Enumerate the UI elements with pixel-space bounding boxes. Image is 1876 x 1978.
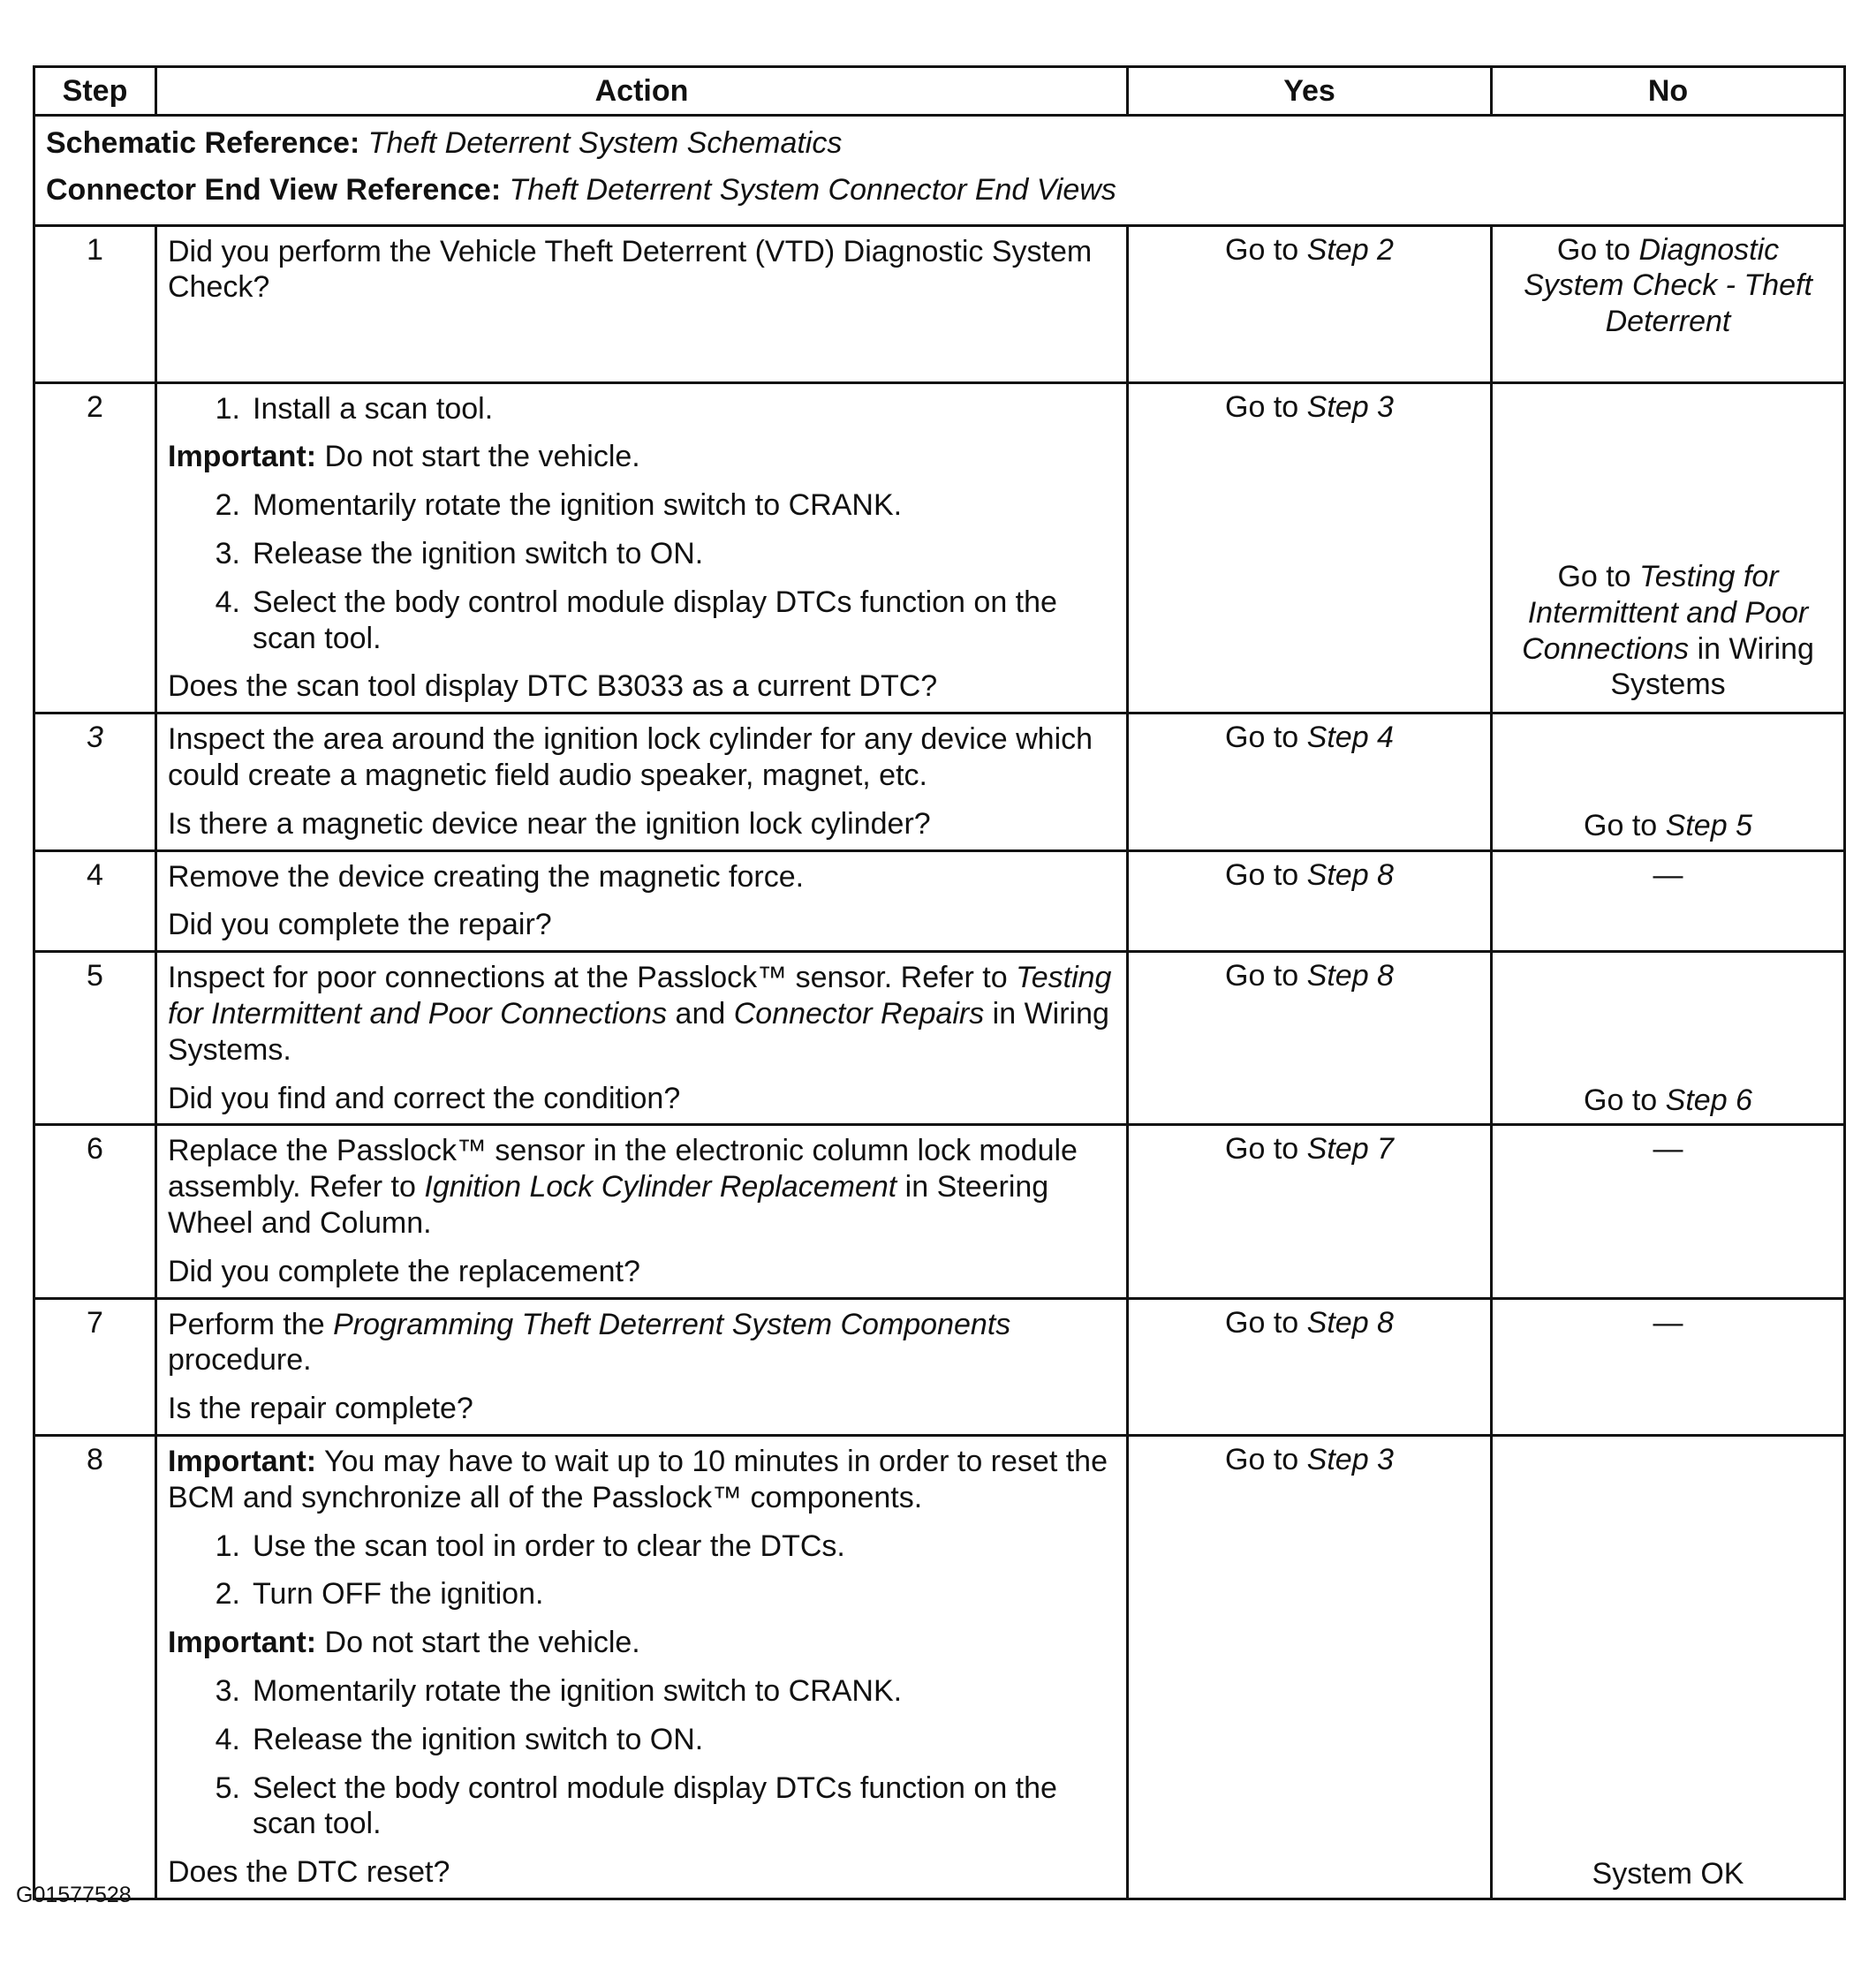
header-step: Step [34,67,156,116]
no-step-link[interactable]: Step 5 [1665,808,1752,842]
action-question: Is there a magnetic device near the ignition lock cylinder? [168,806,931,841]
figure-id: G01577528 [16,1883,132,1907]
yes-step-link[interactable]: Step 8 [1306,959,1394,993]
table-row [34,1435,1845,1899]
list-text: Release the ignition switch to ON. [253,1722,704,1756]
go-to-text: Go to [1225,959,1299,993]
no-step-link[interactable]: Diagnostic System Check - Theft Deterrent [1524,232,1812,339]
no-cell: — [1492,1298,1845,1435]
action-cell [156,850,1128,952]
schematic-reference [46,125,1833,162]
action-question: Does the DTC reset? [168,1855,450,1890]
action-cell [156,1125,1128,1298]
list-text: Turn OFF the ignition. [253,1577,544,1612]
table-row [34,1298,1845,1435]
no-step-link[interactable]: Step 6 [1665,1083,1752,1117]
list-item [168,487,1116,524]
go-to-text: Go to [1584,808,1658,842]
go-to-text: Go to [1225,721,1299,755]
action-question: Did you find and correct the condition? [168,1081,681,1115]
action-text-part: Inspect for poor connections at the Passlock™ sensor. Refer to [168,961,1008,995]
action-text: Remove the device creating the magnetic force. [168,859,805,894]
action-cell [156,382,1128,713]
table-row [34,1125,1845,1298]
list-number: 5. [215,1770,240,1805]
schematic-reference-label: Schematic Reference: [46,126,360,160]
no-step-link[interactable]: Testing for Intermittent and Poor Connections [1522,559,1809,666]
list-number: 1. [215,391,240,426]
list-number: 4. [215,585,240,619]
yes-cell [1128,382,1492,713]
table-row [34,952,1845,1125]
connector-reference [46,172,1833,208]
action-text-part: Perform the [168,1307,325,1341]
yes-cell [1128,1435,1492,1899]
go-to-text: Go to [1556,232,1630,267]
table-header-row [34,67,1845,116]
go-to-text: Go to [1225,232,1299,267]
list-item [168,1529,1116,1565]
yes-step-link[interactable]: Step 2 [1306,232,1394,267]
no-cell: System OK [1492,1435,1845,1899]
list-number: 1. [215,1529,240,1563]
action-cell [156,1298,1128,1435]
important-note [168,1444,1116,1516]
step-number: 7 [34,1298,156,1435]
important-note [168,1625,1116,1661]
yes-step-link[interactable]: Step 3 [1306,1442,1394,1476]
go-to-text: Go to [1557,559,1631,593]
action-text [168,1307,1116,1379]
yes-cell [1128,952,1492,1125]
list-number: 4. [215,1722,240,1756]
list-text: Install a scan tool. [253,391,494,426]
yes-step-link[interactable]: Step 8 [1306,857,1394,892]
action-text-part: in Steering Wheel and Column. [168,1170,1049,1240]
list-text: Momentarily rotate the ignition switch to CRANK. [253,1673,903,1708]
go-to-text: Go to [1225,857,1299,892]
no-cell: — [1492,850,1845,952]
yes-step-link[interactable]: Step 4 [1306,721,1394,755]
list-item [168,1673,1116,1710]
action-text [168,1133,1116,1241]
step-number-text: 3 [87,721,103,755]
action-question: Did you complete the repair? [168,908,552,942]
list-number: 3. [215,536,240,570]
header-action: Action [156,67,1128,116]
list-item [168,391,1116,427]
list-text: Momentarily rotate the ignition switch to CRANK. [253,488,903,523]
connector-reference-label: Connector End View Reference: [46,172,502,207]
table-row [34,713,1845,850]
diagnostic-table [33,65,1846,1900]
list-text: Use the scan tool in order to clear the DTCs. [253,1529,845,1563]
action-cell [156,1435,1128,1899]
reference-link[interactable]: Connector Repairs [733,996,985,1031]
action-text-part: and [675,996,726,1031]
action-question: Is the repair complete? [168,1392,473,1426]
no-cell: — [1492,1125,1845,1298]
list-text: Release the ignition switch to ON. [253,536,704,570]
action-text-part: procedure. [168,1343,312,1378]
reference-row [34,116,1845,226]
reference-link[interactable]: Testing for Intermittent and Poor Connections [168,961,1112,1031]
yes-cell [1128,1298,1492,1435]
action-question: Does the scan tool display DTC B3033 as a current DTC? [168,669,938,704]
go-to-text: Go to [1225,1305,1299,1340]
list-item [168,1722,1116,1758]
list-item [168,536,1116,572]
list-number: 2. [215,1577,240,1612]
action-text [168,960,1116,1068]
reference-cell [34,116,1845,226]
schematic-reference-link[interactable]: Theft Deterrent System Schematics [367,126,843,160]
yes-step-link[interactable]: Step 8 [1306,1305,1394,1340]
important-label: Important: [168,1444,317,1478]
action-question: Did you perform the Vehicle Theft Deterrent (VTD) Diagnostic System Check? [168,234,1093,305]
reference-link[interactable]: Programming Theft Deterrent System Components [333,1307,1011,1341]
go-to-text: Go to [1225,1132,1299,1166]
table-row [34,850,1845,952]
reference-link[interactable]: Ignition Lock Cylinder Replacement [424,1170,897,1204]
step-number: 8 [34,1435,156,1899]
table-row [34,382,1845,713]
connector-reference-link[interactable]: Theft Deterrent System Connector End Views [509,172,1116,207]
important-text: Do not start the vehicle. [324,1626,640,1660]
no-cell [1492,382,1845,713]
list-item [168,585,1116,657]
step-number: 6 [34,1125,156,1298]
yes-cell [1128,713,1492,850]
step-number: 1 [34,225,156,382]
yes-cell [1128,850,1492,952]
important-label: Important: [168,1626,317,1660]
step-number: 4 [34,850,156,952]
important-label: Important: [168,440,317,474]
action-text-part: Replace the Passlock™ sensor in the electronic column lock module assembly. Refer to [168,1134,1078,1204]
header-yes: Yes [1128,67,1492,116]
go-to-text: Go to [1225,1442,1299,1476]
action-text: Inspect the area around the ignition lock cylinder for any device which could create a magnetic field audio speaker, magnet, etc. [168,722,1093,792]
action-cell [156,713,1128,850]
important-text: You may have to wait up to 10 minutes in order to reset the BCM and synchronize all of the Passlock™ components. [168,1444,1108,1514]
step-number: 2 [34,382,156,713]
table-row [34,225,1845,382]
action-cell [156,952,1128,1125]
no-cell [1492,225,1845,382]
no-cell-text: Wiring Systems [1610,631,1814,702]
yes-cell [1128,225,1492,382]
step-number [34,713,156,850]
go-to-text: Go to [1584,1083,1658,1117]
action-text-part: in Wiring Systems. [168,996,1109,1067]
action-question: Did you complete the replacement? [168,1254,640,1288]
no-cell [1492,713,1845,850]
no-cell [1492,952,1845,1125]
yes-step-link[interactable]: Step 3 [1306,389,1394,424]
yes-step-link[interactable]: Step 7 [1306,1132,1394,1166]
yes-cell [1128,1125,1492,1298]
list-text: Select the body control module display DTCs function on the scan tool. [253,585,1057,655]
list-number: 2. [215,488,240,523]
go-to-text: Go to [1225,389,1299,424]
header-no: No [1492,67,1845,116]
list-item [168,1770,1116,1843]
list-text: Select the body control module display DTCs function on the scan tool. [253,1770,1057,1841]
important-note [168,439,1116,475]
no-cell-text: in [1697,631,1721,666]
important-text: Do not start the vehicle. [324,440,640,474]
list-number: 3. [215,1673,240,1708]
action-cell [156,225,1128,382]
list-item [168,1576,1116,1612]
step-number: 5 [34,952,156,1125]
